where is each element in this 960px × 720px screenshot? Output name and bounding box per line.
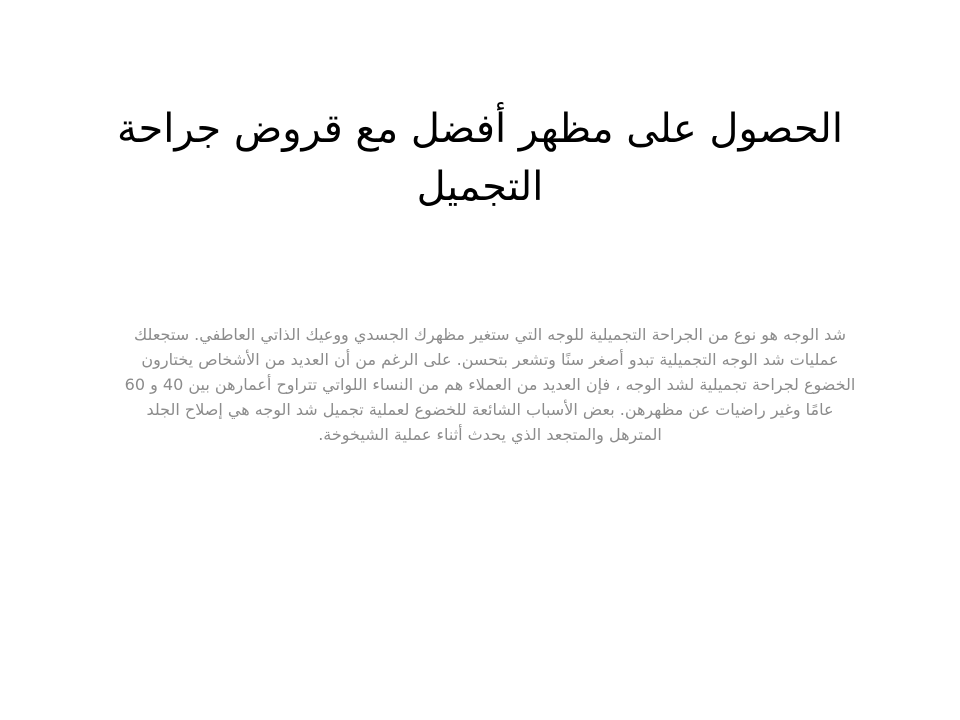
slide-body-text: شد الوجه هو نوع من الجراحة التجميلية للوجه التي ستغير مظهرك الجسدي ووعيك الذاتي العاطفي. ستجعلك عمليات شد الوجه التجميلية تبدو أصغر سنًا وتشعر بتحسن. على الرغم من أن العديد من الأشخاص يختارون الخضوع لجراحة تجميلية لشد الوجه ، فإن العديد من العملاء هم من النساء اللواتي تتراوح أعمارهن بين 40 و 60 عامًا وغير راضيات عن مظهرهن. بعض الأسباب الشائعة للخضوع لعملية تجميل شد الوجه هي إصلاح الجلد المترهل والمتجعد الذي يحدث أثناء عملية الشيخوخة. [124, 325, 856, 444]
slide-title: الحصول على مظهر أفضل مع قروض جراحة التجميل [117, 106, 843, 210]
